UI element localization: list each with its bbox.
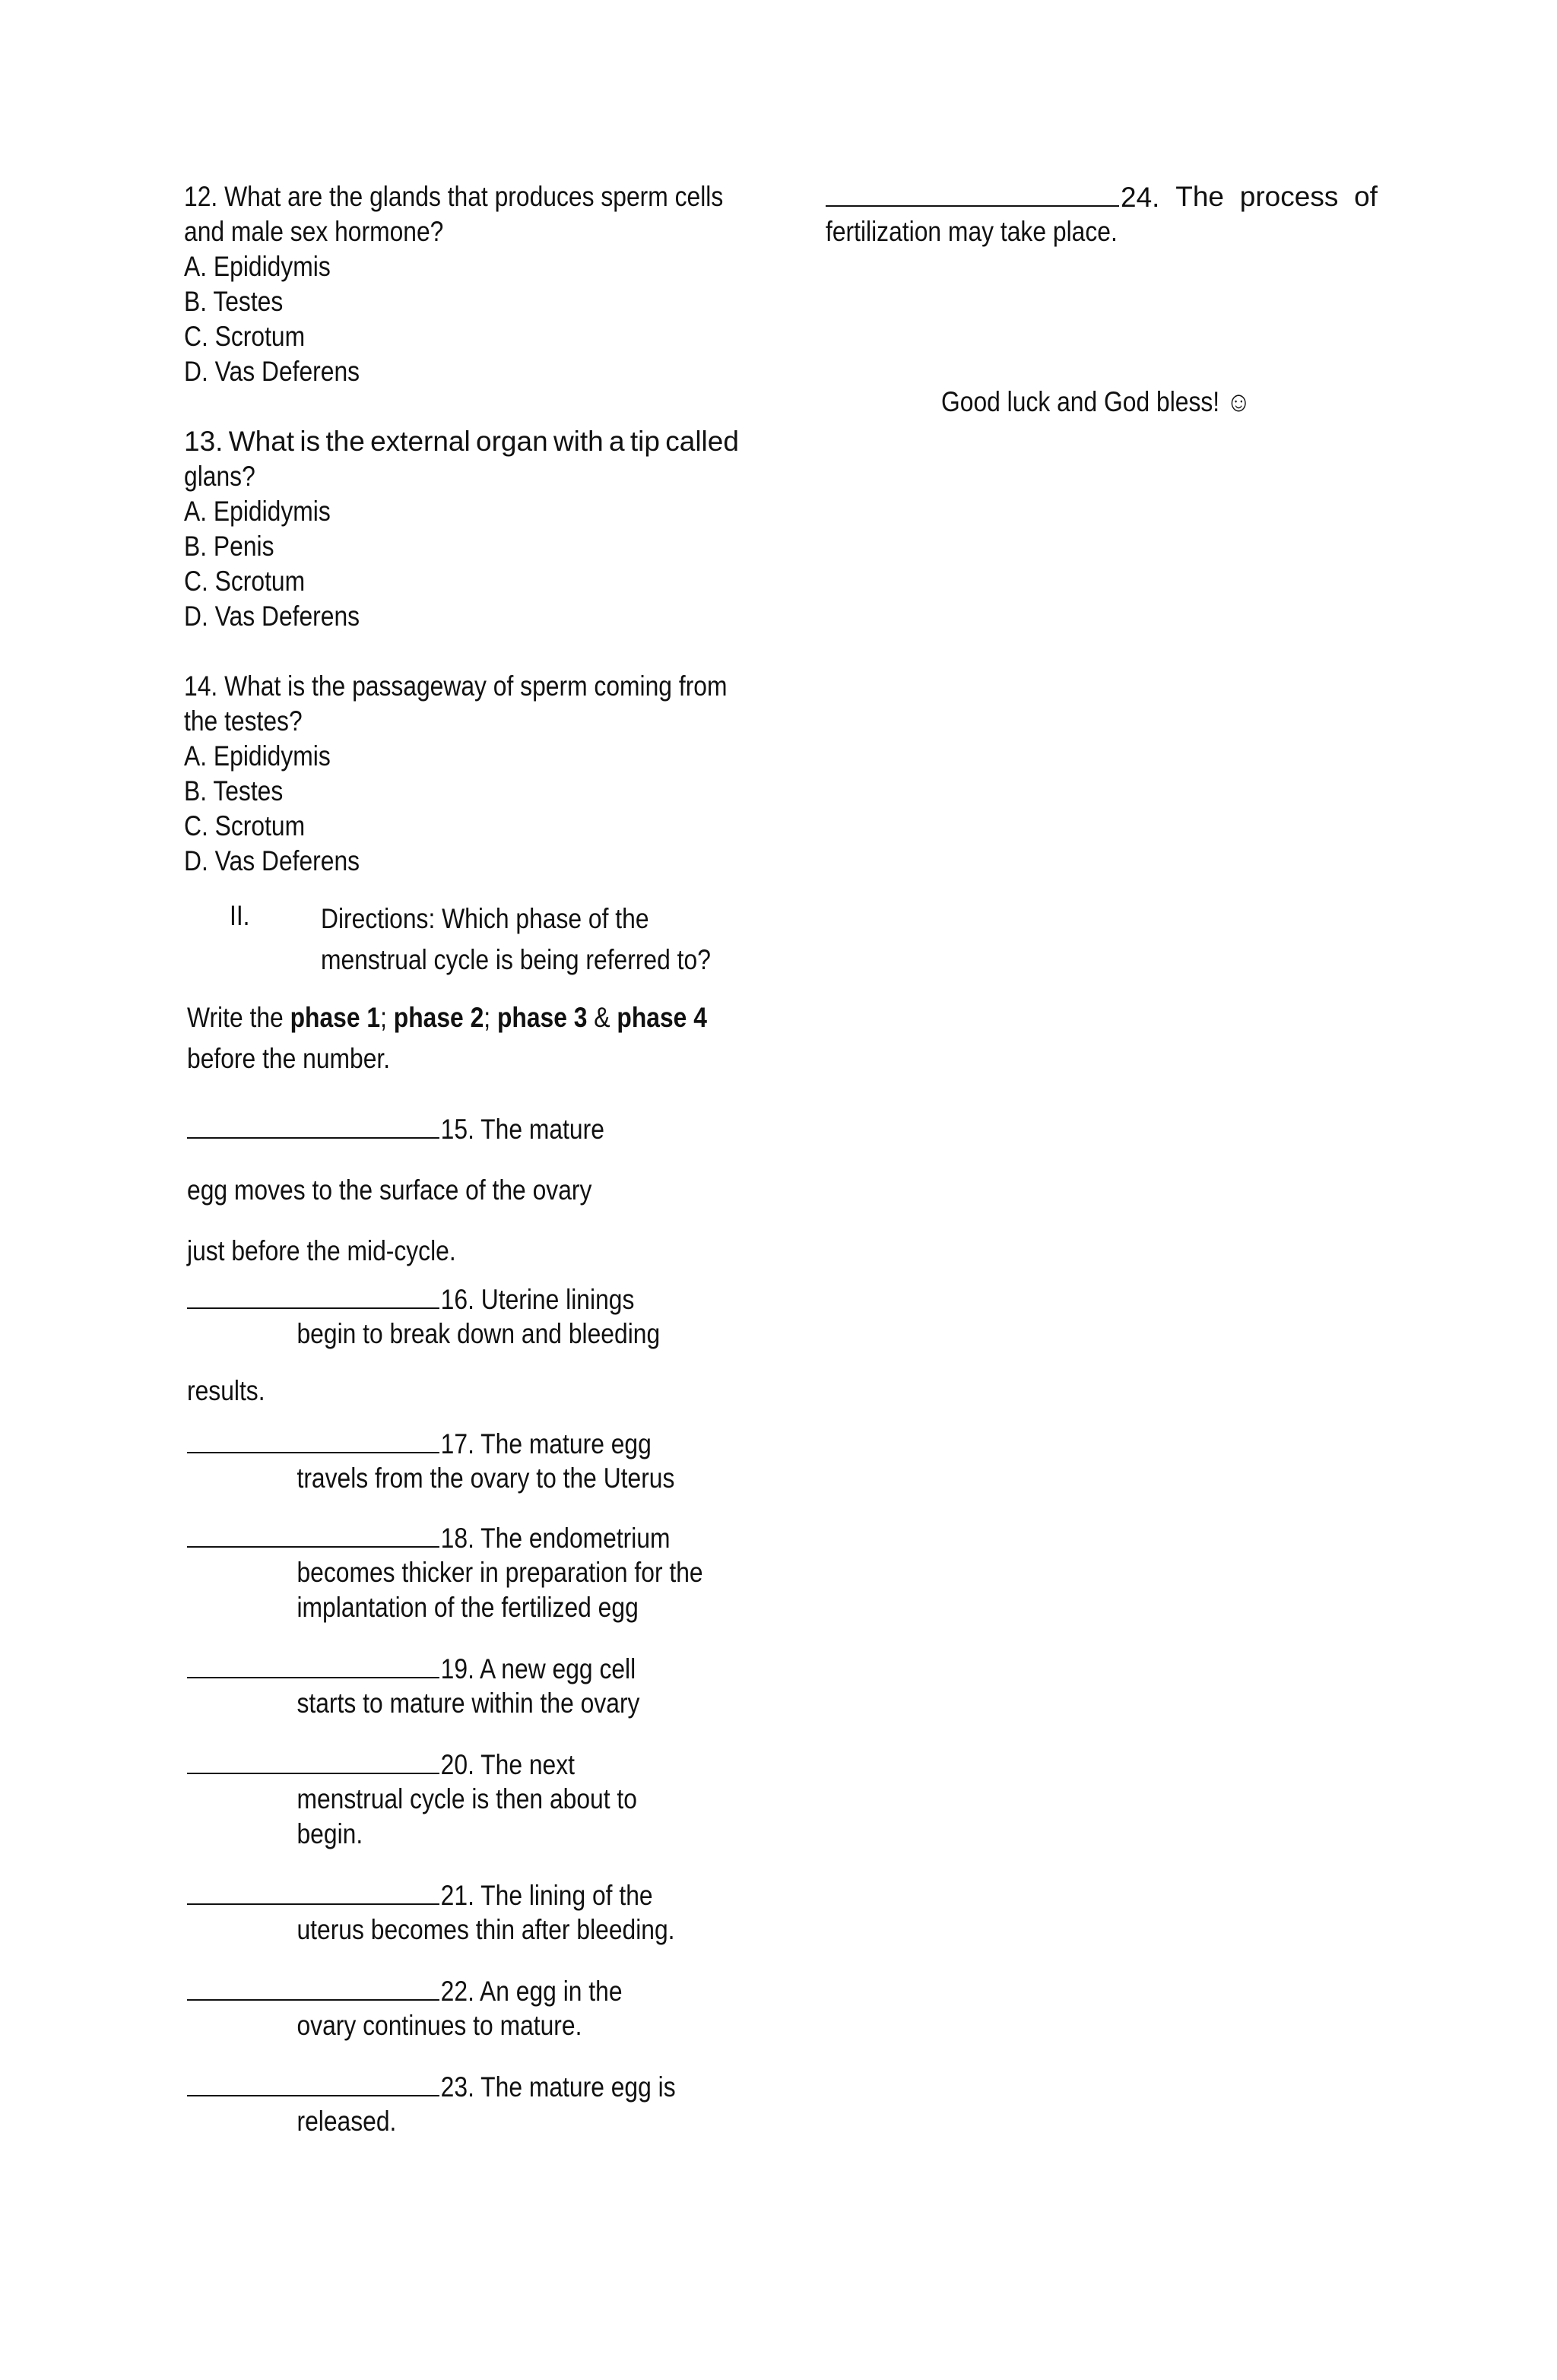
fill-item-21	[184, 1878, 739, 1947]
word: is	[300, 426, 321, 457]
section-number: II.	[230, 900, 250, 931]
fill-item-15	[184, 1099, 739, 1282]
phase-label: phase 3	[496, 1002, 588, 1033]
option: C. Scrotum	[184, 810, 306, 841]
item-text: uterus becomes thin after bleeding.	[296, 1914, 675, 1945]
fill-item-18	[184, 1520, 739, 1625]
question-text	[184, 424, 739, 459]
item-first-line: 16. Uterine linings	[187, 1282, 661, 1317]
left-column	[184, 179, 739, 2139]
fill-item-20	[184, 1747, 739, 1852]
item-text: just before the mid-cycle.	[187, 1235, 456, 1266]
option: C. Scrotum	[184, 566, 306, 597]
item-text: becomes thicker in preparation for the	[296, 1557, 703, 1588]
answer-blank[interactable]	[187, 1973, 439, 2001]
option: A. Epididymis	[184, 496, 331, 527]
question-text: glans?	[184, 461, 255, 492]
spacer	[184, 634, 739, 669]
fill-item-16	[184, 1282, 739, 1421]
word: What	[228, 426, 295, 457]
section-directions	[321, 898, 774, 981]
question-text: 14. What is the passageway of sperm coming from	[184, 670, 728, 702]
word: of	[1354, 181, 1378, 212]
word: process	[1239, 181, 1339, 212]
fill-item-22	[184, 1973, 739, 2043]
word: called	[665, 426, 739, 457]
directions-text: menstrual cycle is being referred to?	[321, 944, 711, 975]
answer-blank[interactable]	[187, 1520, 439, 1548]
word: tip	[629, 426, 660, 457]
section-2-instruction	[184, 997, 739, 1079]
item-text: starts to mature within the ovary	[296, 1688, 640, 1719]
item-text: results.	[187, 1375, 265, 1406]
item-text: travels from the ovary to the Uterus	[296, 1463, 675, 1494]
answer-blank[interactable]	[187, 2069, 439, 2096]
item-text: begin to break down and bleeding	[296, 1318, 661, 1349]
fill-item-17	[184, 1426, 739, 1496]
instruction-text: before the number.	[187, 1043, 391, 1074]
fill-item-24	[826, 179, 1378, 249]
item-first-line: 23. The mature egg is	[187, 2069, 661, 2104]
item-lead: 24.	[826, 179, 1159, 214]
item-first-line: 22. An egg in the	[187, 1973, 661, 2008]
item-first-line: 19. A new egg cell	[187, 1651, 661, 1686]
instruction-text: Write the phase 1; phase 2; phase 3 & phase 4	[187, 1002, 707, 1033]
question-14	[184, 669, 739, 879]
word: the	[325, 426, 365, 457]
answer-blank[interactable]	[187, 1282, 439, 1309]
answer-blank[interactable]	[187, 1878, 439, 1905]
option: B. Penis	[184, 531, 274, 562]
answer-blank[interactable]	[187, 1651, 439, 1678]
item-first-line: 20. The next	[187, 1747, 661, 1782]
answer-blank[interactable]	[187, 1747, 439, 1774]
word: organ	[476, 426, 548, 457]
word: external	[370, 426, 471, 457]
item-first-line: 18. The endometrium	[187, 1520, 661, 1555]
closing-message	[826, 385, 1378, 420]
item-text: menstrual cycle is then about to	[296, 1783, 637, 1814]
question-text: the testes?	[184, 705, 303, 737]
option: A. Epididymis	[184, 740, 331, 772]
word: with	[553, 426, 604, 457]
item-first-line: 15. The mature	[187, 1099, 661, 1160]
spacer	[184, 389, 739, 424]
answer-blank[interactable]	[187, 1111, 439, 1139]
option: B. Testes	[184, 286, 284, 317]
option: B. Testes	[184, 775, 284, 807]
word: a	[609, 426, 625, 457]
question-text: and male sex hormone?	[184, 216, 444, 247]
word: 13.	[184, 426, 224, 457]
item-text: ovary continues to mature.	[296, 2010, 582, 2041]
right-column	[826, 179, 1378, 420]
phase-label: phase 4	[617, 1002, 707, 1033]
item-text: fertilization may take place.	[826, 216, 1118, 247]
answer-blank[interactable]	[187, 1426, 439, 1453]
item-text: released.	[296, 2106, 397, 2137]
option: D. Vas Deferens	[184, 601, 360, 632]
option: C. Scrotum	[184, 321, 306, 352]
question-text: 12. What are the glands that produces sperm cells	[184, 181, 724, 212]
spacer	[826, 249, 1378, 385]
question-13	[184, 424, 739, 634]
item-first-line: 21. The lining of the	[187, 1878, 661, 1913]
option: A. Epididymis	[184, 251, 331, 282]
item-first-line: 17. The mature egg	[187, 1426, 661, 1461]
item-text: implantation of the fertilized egg	[296, 1592, 639, 1623]
phase-label: phase 1	[290, 1002, 381, 1033]
item-text: egg moves to the surface of the ovary	[187, 1174, 592, 1206]
item-text: begin.	[296, 1818, 363, 1849]
word: The	[1175, 181, 1224, 212]
phase-label: phase 2	[393, 1002, 484, 1033]
closing-text: Good luck and God bless! ☺	[941, 386, 1251, 417]
fill-item-19	[184, 1651, 739, 1721]
option: D. Vas Deferens	[184, 845, 360, 876]
item-first-line	[826, 179, 1378, 214]
option: D. Vas Deferens	[184, 356, 360, 387]
question-12	[184, 179, 739, 389]
fill-item-23	[184, 2069, 739, 2139]
section-2-heading	[184, 898, 739, 981]
directions-text: Directions: Which phase of the	[321, 903, 649, 934]
answer-blank[interactable]	[826, 179, 1119, 207]
